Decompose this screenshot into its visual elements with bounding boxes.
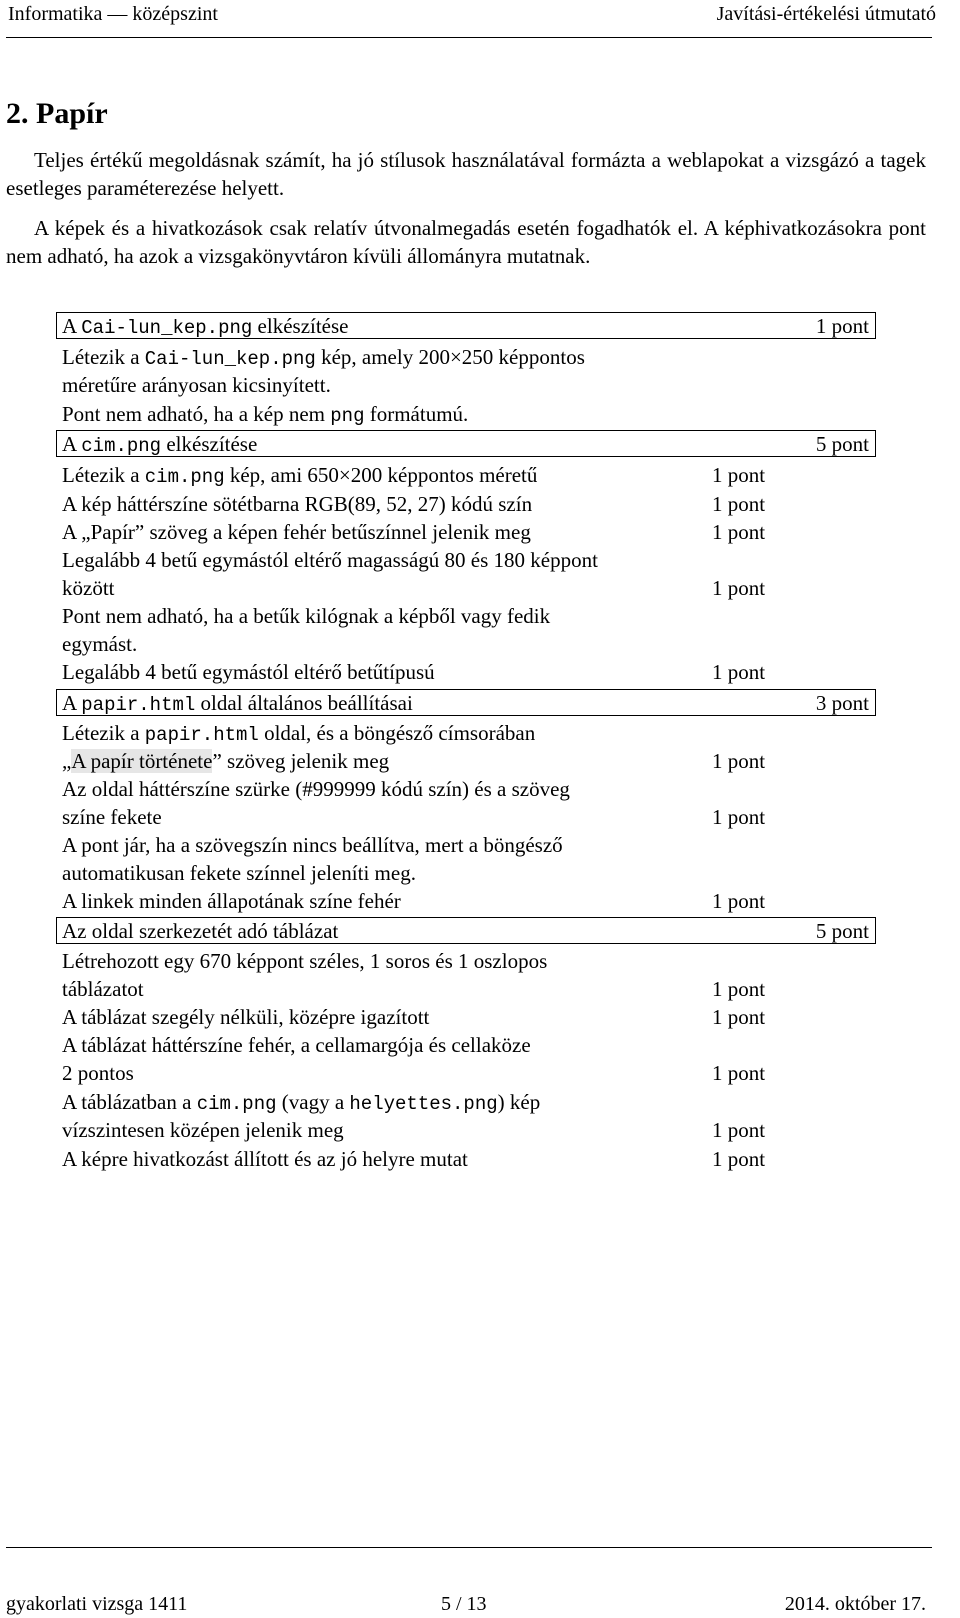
header-divider <box>6 37 932 38</box>
intro-paragraph-2: A képek és a hivatkozások csak relatív útvonalmegadás esetén fogadhatók el. A képhivatkozásokra pont nem adható, ha azok a vizsgakönyvtáron kívüli állományra mutatnak. <box>6 216 926 268</box>
criterion-row: Az oldal háttérszíne szürke (#999999 kódú szín) és a szöveg <box>62 777 570 801</box>
criterion-points: 1 pont <box>712 749 766 773</box>
header-right: Javítási-értékelési útmutató <box>716 3 936 25</box>
criterion-points: 1 pont <box>712 660 766 684</box>
criterion-note: A pont jár, ha a szövegszín nincs beállítva, mert a böngésző <box>62 833 563 857</box>
section-header-cim: A cim.png elkészítése 5 pont <box>56 430 876 457</box>
title-text-highlight: A papír története <box>71 749 213 773</box>
criterion-row: között <box>62 576 115 600</box>
criterion-note: Pont nem adható, ha a betűk kilógnak a képből vagy fedik <box>62 604 551 628</box>
section-points: 1 pont <box>815 314 869 338</box>
criterion-row: A képre hivatkozást állított és az jó helyre mutat <box>62 1147 468 1171</box>
criterion-points: 1 pont <box>712 889 766 913</box>
header-left: Informatika — középszint <box>8 3 218 25</box>
criterion-points: 1 pont <box>712 1061 766 1085</box>
criterion-row: Létezik a Cai-lun_kep.png kép, amely 200×250 képpontos <box>62 345 585 370</box>
page-footer <box>0 1590 960 1618</box>
section-points: 5 pont <box>815 919 869 943</box>
criterion-row: Létezik a cim.png kép, ami 650×200 képpontos méretű <box>62 463 538 488</box>
criterion-row: 2 pontos <box>62 1061 134 1085</box>
criterion-row: A „Papír” szöveg a képen fehér betűszínnel jelenik meg <box>62 520 531 544</box>
criterion-points: 1 pont <box>712 805 766 829</box>
criterion-points: 1 pont <box>712 977 766 1001</box>
criterion-note: egymást. <box>62 632 138 656</box>
criterion-points: 1 pont <box>712 463 766 487</box>
criterion-points: 1 pont <box>712 1147 766 1171</box>
criterion-row: A kép háttérszíne sötétbarna RGB(89, 52, 27) kódú szín <box>62 492 533 516</box>
section-header-papir-html: A papir.html oldal általános beállításai 3 pont <box>56 689 876 716</box>
section-points: 3 pont <box>815 691 869 715</box>
criterion-row: Létrehozott egy 670 képpont széles, 1 soros és 1 oszlopos <box>62 949 548 973</box>
page-header <box>4 0 954 28</box>
criterion-row: Legalább 4 betű egymástól eltérő betűtípusú <box>62 660 435 684</box>
criterion-row: A táblázatban a cim.png (vagy a helyettes.png) kép <box>62 1090 541 1115</box>
section-title: 2. Papír <box>6 97 108 130</box>
page-number: 5 / 13 <box>441 1593 487 1615</box>
section-points: 5 pont <box>815 432 869 456</box>
criterion-row: Létezik a papir.html oldal, és a böngésző címsorában <box>62 721 536 746</box>
section-header-table: Az oldal szerkezetét adó táblázat 5 pont <box>56 917 876 944</box>
section-header-cai-lun: A Cai-lun_kep.png elkészítése 1 pont <box>56 312 876 339</box>
criterion-row: méretűre arányosan kicsinyített. <box>62 373 331 397</box>
criterion-row: táblázatot <box>62 977 144 1001</box>
criterion-points: 1 pont <box>712 1005 766 1029</box>
criterion-points: 1 pont <box>712 576 766 600</box>
criterion-row: A táblázat szegély nélküli, középre igazított <box>62 1005 430 1029</box>
criterion-row: A linkek minden állapotának színe fehér <box>62 889 401 913</box>
criterion-points: 1 pont <box>712 1118 766 1142</box>
criterion-row: színe fekete <box>62 805 162 829</box>
footer-date: 2014. október 17. <box>784 1593 926 1615</box>
criterion-row: vízszintesen középen jelenik meg <box>62 1118 344 1142</box>
criterion-row: Legalább 4 betű egymástól eltérő magasságú 80 és 180 képpont <box>62 548 598 572</box>
criterion-note: Pont nem adható, ha a kép nem png formátumú. <box>62 402 469 427</box>
criterion-points: 1 pont <box>712 520 766 544</box>
criterion-row: „A papír története” szöveg jelenik meg <box>62 749 390 773</box>
footer-divider <box>6 1547 932 1548</box>
criterion-points: 1 pont <box>712 492 766 516</box>
footer-left: gyakorlati vizsga 1411 <box>6 1593 188 1615</box>
criterion-row: A táblázat háttérszíne fehér, a cellamargója és cellaköze <box>62 1033 531 1057</box>
criterion-note: automatikusan fekete színnel jeleníti meg. <box>62 861 416 885</box>
intro-paragraph-1: Teljes értékű megoldásnak számít, ha jó stílusok használatával formázta a weblapokat a vizsgázó a tagek esetleges paraméterezése helyett. <box>6 148 926 200</box>
